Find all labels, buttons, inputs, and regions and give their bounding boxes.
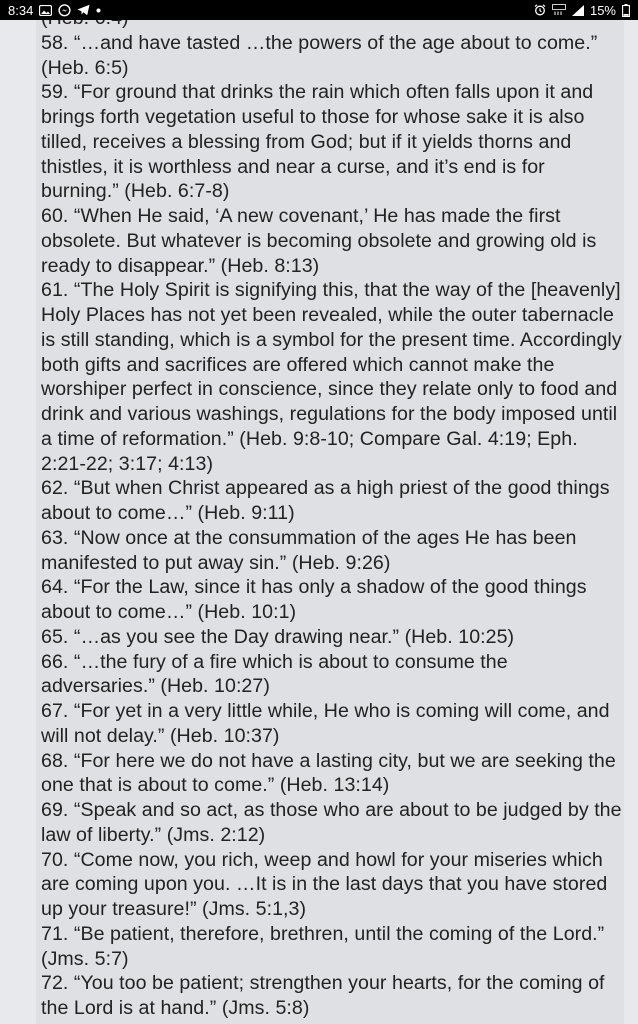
verse-59: 59. “For ground that drinks the rain which often falls upon it and brings forth vegetation useful to those for whose sake it is also tilled, receives a blessing from God; but if it yields thorns and thistles, it is worthless and near a curse, and it’s end is for burning.” (Heb. 6:7-8) xyxy=(41,81,594,203)
document-text[interactable] xyxy=(41,6,626,1021)
signal-icon xyxy=(572,5,584,16)
status-bar xyxy=(0,0,638,20)
right-page-margin xyxy=(624,20,638,1024)
dot-icon xyxy=(96,8,101,13)
verse-63: 63. “Now once at the consummation of the ages He has been manifested to put away sin.” (Heb. 9:26) xyxy=(41,526,577,574)
telegram-icon xyxy=(77,4,90,16)
verse-71: 71. “Be patient, therefore, brethren, until the coming of the Lord.” (Jms. 5:7) xyxy=(41,922,605,970)
verse-68: 68. “For here we do not have a lasting city, but we are seeking the one that is about to come.” (Heb. 13:14) xyxy=(41,749,616,797)
verse-72: 72. “You too be patient; strengthen your hearts, for the coming of the Lord is at hand.” (Jms. 5:8) xyxy=(41,972,605,1019)
clock: 8:34 xyxy=(8,2,34,18)
battery-icon xyxy=(622,4,630,17)
battery-percent: 15% xyxy=(589,2,616,18)
verse-58: 58. “…and have tasted …the powers of the age about to come.” (Heb. 6:5) xyxy=(41,31,598,79)
verse-69: 69. “Speak and so act, as those who are about to be judged by the law of liberty.” (Jms. 2:12) xyxy=(41,799,622,846)
left-page-margin xyxy=(0,20,36,1024)
verse-65: 65. “…as you see the Day drawing near.” (Heb. 10:25) xyxy=(41,625,515,648)
gallery-icon xyxy=(39,5,52,16)
status-bar-right xyxy=(534,3,630,18)
status-bar-left xyxy=(8,3,101,18)
verse-67: 67. “For yet in a very little while, He who is coming will come, and will not delay.” (Heb. 10:37) xyxy=(41,700,610,747)
lte-icon xyxy=(552,4,566,16)
verse-64: 64. “For the Law, since it has only a shadow of the good things about to come…” (Heb. 10:1) xyxy=(41,576,587,623)
verse-70: 70. “Come now, you rich, weep and howl for your miseries which are coming upon you. …It is in the last days that you have stored up your treasure!” (Jms. 5:1,3) xyxy=(41,848,608,920)
alarm-icon xyxy=(534,4,546,16)
verse-61: 61. “The Holy Spirit is signifying this, that the way of the [heavenly] Holy Places has not yet been revealed, while the outer tabernacle is still standing, which is a symbol for the present time. Accordingly both gifts and sacrifices are offered which cannot make the worshiper perfect in conscience, since they relate only to food and drink and various washings, regulations for the body imposed until a time of reformation.” (Heb. 9:8-10; Compare Gal. 4:19; Eph. 2:21-22; 3:17; 4:13) xyxy=(41,279,622,475)
verse-60: 60. “When He said, ‘A new covenant,’ He has made the first obsolete. But whatever is becoming obsolete and growing old is ready to disappear.” (Heb. 8:13) xyxy=(41,205,597,277)
verse-66: 66. “…the fury of a fire which is about to consume the adversaries.” (Heb. 10:27) xyxy=(41,650,508,698)
messenger-icon xyxy=(58,4,71,17)
verse-62: 62. “But when Christ appeared as a high priest of the good things about to come…” (Heb. 9:11) xyxy=(41,477,610,524)
